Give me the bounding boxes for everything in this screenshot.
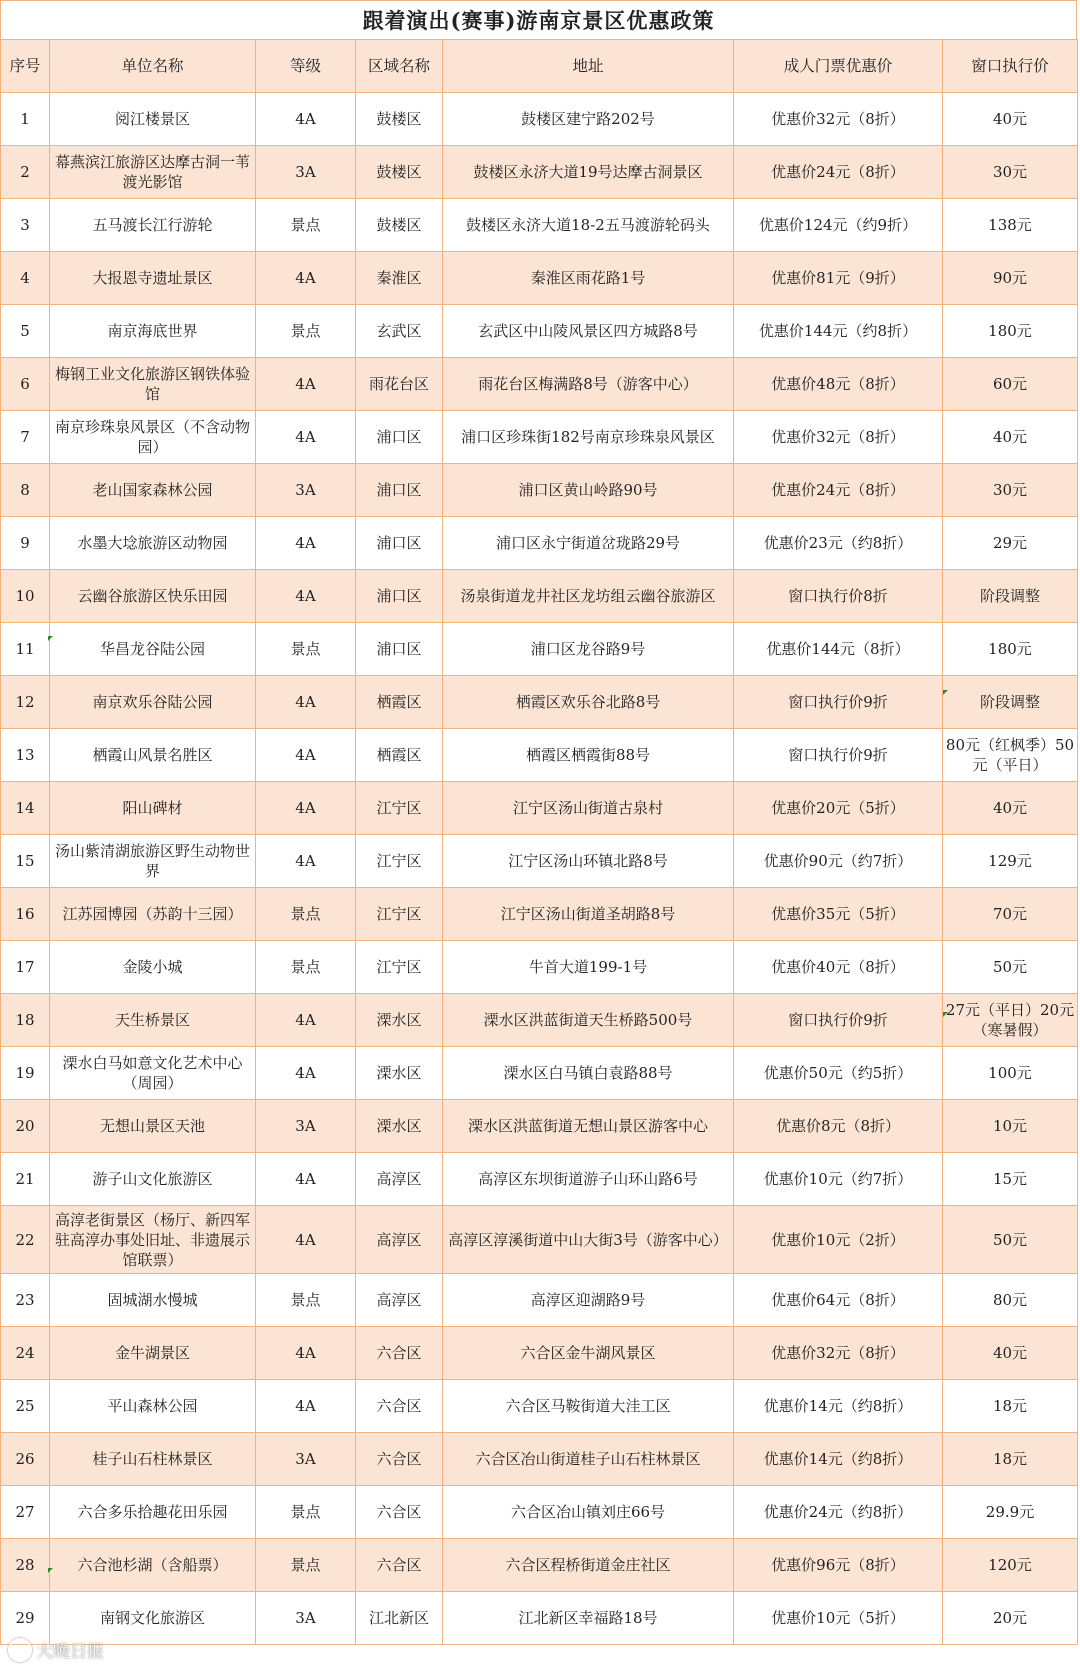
comment-marker — [943, 690, 948, 695]
row-number: 19 — [1, 1047, 50, 1100]
table-row — [1, 623, 1078, 676]
adult-offer-price: 优惠价32元（8折） — [734, 411, 943, 464]
scenic-name: 六合多乐拾趣花田乐园 — [50, 1486, 256, 1539]
table-row — [1, 782, 1078, 835]
scenic-name: 南京海底世界 — [50, 305, 256, 358]
scenic-level: 4A — [256, 411, 356, 464]
window-price: 阶段调整 — [943, 676, 1078, 729]
comment-marker — [943, 1012, 948, 1017]
row-number: 20 — [1, 1100, 50, 1153]
row-number: 3 — [1, 199, 50, 252]
scenic-name: 幕燕滨江旅游区达摩古洞一苇渡光影馆 — [50, 146, 256, 199]
window-price: 40元 — [943, 411, 1078, 464]
scenic-level: 4A — [256, 1327, 356, 1380]
header-district: 区域名称 — [356, 40, 443, 93]
address: 鼓楼区永济大道18-2五马渡游轮码头 — [443, 199, 734, 252]
adult-offer-price: 窗口执行价8折 — [734, 570, 943, 623]
adult-offer-price: 窗口执行价9折 — [734, 676, 943, 729]
district-name: 高淳区 — [356, 1206, 443, 1274]
row-number: 7 — [1, 411, 50, 464]
adult-offer-price: 优惠价64元（8折） — [734, 1274, 943, 1327]
row-number: 6 — [1, 358, 50, 411]
address: 江宁区汤山环镇北路8号 — [443, 835, 734, 888]
table-row — [1, 729, 1078, 782]
address: 浦口区黄山岭路90号 — [443, 464, 734, 517]
scenic-name: 华昌龙谷陆公园 — [50, 623, 256, 676]
watermark — [8, 1637, 104, 1662]
window-price: 120元 — [943, 1539, 1078, 1592]
window-price: 180元 — [943, 305, 1078, 358]
district-name: 鼓楼区 — [356, 199, 443, 252]
table-row — [1, 1539, 1078, 1592]
scenic-name: 汤山紫清湖旅游区野生动物世界 — [50, 835, 256, 888]
window-price: 29元 — [943, 517, 1078, 570]
table-row — [1, 358, 1078, 411]
scenic-level: 4A — [256, 1047, 356, 1100]
table-row — [1, 676, 1078, 729]
table-row — [1, 1274, 1078, 1327]
district-name: 江宁区 — [356, 835, 443, 888]
adult-offer-price: 优惠价23元（约8折） — [734, 517, 943, 570]
row-number: 11 — [1, 623, 50, 676]
district-name: 六合区 — [356, 1539, 443, 1592]
adult-offer-price: 优惠价32元（8折） — [734, 1327, 943, 1380]
address: 六合区冶山镇刘庄66号 — [443, 1486, 734, 1539]
scenic-name: 高淳老街景区（杨厅、新四军驻高淳办事处旧址、非遗展示馆联票） — [50, 1206, 256, 1274]
district-name: 浦口区 — [356, 411, 443, 464]
window-price: 30元 — [943, 146, 1078, 199]
scenic-level: 4A — [256, 358, 356, 411]
row-number: 18 — [1, 994, 50, 1047]
table-row — [1, 835, 1078, 888]
row-number: 16 — [1, 888, 50, 941]
address: 浦口区珍珠街182号南京珍珠泉风景区 — [443, 411, 734, 464]
row-number: 1 — [1, 93, 50, 146]
adult-offer-price: 优惠价14元（约8折） — [734, 1380, 943, 1433]
window-price: 40元 — [943, 782, 1078, 835]
address: 栖霞区欢乐谷北路8号 — [443, 676, 734, 729]
adult-offer-price: 优惠价24元（8折） — [734, 464, 943, 517]
scenic-name: 老山国家森林公园 — [50, 464, 256, 517]
scenic-level: 3A — [256, 1592, 356, 1645]
adult-offer-price: 优惠价144元（约8折） — [734, 305, 943, 358]
district-name: 鼓楼区 — [356, 146, 443, 199]
row-number: 8 — [1, 464, 50, 517]
adult-offer-price: 优惠价90元（约7折） — [734, 835, 943, 888]
adult-offer-price: 优惠价10元（2折） — [734, 1206, 943, 1274]
row-number: 9 — [1, 517, 50, 570]
table-row — [1, 1592, 1078, 1645]
address: 江宁区汤山街道古泉村 — [443, 782, 734, 835]
adult-offer-price: 优惠价32元（8折） — [734, 93, 943, 146]
scenic-name: 大报恩寺遗址景区 — [50, 252, 256, 305]
scenic-level: 4A — [256, 1206, 356, 1274]
row-number: 29 — [1, 1592, 50, 1645]
scenic-name: 栖霞山风景名胜区 — [50, 729, 256, 782]
window-price: 18元 — [943, 1433, 1078, 1486]
scenic-level: 4A — [256, 994, 356, 1047]
table-row — [1, 146, 1078, 199]
row-number: 12 — [1, 676, 50, 729]
adult-offer-price: 优惠价8元（8折） — [734, 1100, 943, 1153]
scenic-name: 阅江楼景区 — [50, 93, 256, 146]
header-row — [1, 40, 1078, 93]
address: 溧水区白马镇白袁路88号 — [443, 1047, 734, 1100]
address: 江北新区幸福路18号 — [443, 1592, 734, 1645]
scenic-level: 景点 — [256, 888, 356, 941]
scenic-name: 无想山景区天池 — [50, 1100, 256, 1153]
adult-offer-price: 优惠价35元（5折） — [734, 888, 943, 941]
adult-offer-price: 优惠价10元（5折） — [734, 1592, 943, 1645]
header-offer: 成人门票优惠价 — [734, 40, 943, 93]
sheet-title: 跟着演出(赛事)游南京景区优惠政策 — [0, 0, 1077, 39]
table-row — [1, 199, 1078, 252]
scenic-level: 景点 — [256, 305, 356, 358]
scenic-name: 水墨大埝旅游区动物园 — [50, 517, 256, 570]
scenic-level: 3A — [256, 1433, 356, 1486]
scenic-name: 六合池杉湖（含船票） — [50, 1539, 256, 1592]
scenic-level: 景点 — [256, 1486, 356, 1539]
table-row — [1, 994, 1078, 1047]
adult-offer-price: 优惠价14元（约8折） — [734, 1433, 943, 1486]
watermark-logo-icon — [8, 1638, 32, 1662]
district-name: 浦口区 — [356, 517, 443, 570]
comment-marker — [48, 1568, 53, 1573]
scenic-name: 金牛湖景区 — [50, 1327, 256, 1380]
row-number: 17 — [1, 941, 50, 994]
address: 玄武区中山陵风景区四方城路8号 — [443, 305, 734, 358]
district-name: 溧水区 — [356, 1047, 443, 1100]
window-price: 10元 — [943, 1100, 1078, 1153]
table-row — [1, 570, 1078, 623]
address: 六合区冶山街道桂子山石柱林景区 — [443, 1433, 734, 1486]
district-name: 浦口区 — [356, 570, 443, 623]
window-price: 50元 — [943, 941, 1078, 994]
adult-offer-price: 窗口执行价9折 — [734, 994, 943, 1047]
row-number: 25 — [1, 1380, 50, 1433]
address: 栖霞区栖霞街88号 — [443, 729, 734, 782]
header-level: 等级 — [256, 40, 356, 93]
scenic-level: 3A — [256, 1100, 356, 1153]
table-row — [1, 464, 1078, 517]
scenic-name: 云幽谷旅游区快乐田园 — [50, 570, 256, 623]
window-price: 60元 — [943, 358, 1078, 411]
window-price: 90元 — [943, 252, 1078, 305]
scenic-level: 4A — [256, 782, 356, 835]
scenic-level: 3A — [256, 464, 356, 517]
window-price: 40元 — [943, 93, 1078, 146]
adult-offer-price: 优惠价40元（8折） — [734, 941, 943, 994]
district-name: 浦口区 — [356, 464, 443, 517]
row-number: 28 — [1, 1539, 50, 1592]
window-price: 30元 — [943, 464, 1078, 517]
table-row — [1, 1380, 1078, 1433]
scenic-name: 南京欢乐谷陆公园 — [50, 676, 256, 729]
district-name: 玄武区 — [356, 305, 443, 358]
scenic-name: 阳山碑材 — [50, 782, 256, 835]
header-name: 单位名称 — [50, 40, 256, 93]
district-name: 鼓楼区 — [356, 93, 443, 146]
window-price: 80元 — [943, 1274, 1078, 1327]
district-name: 栖霞区 — [356, 676, 443, 729]
window-price: 138元 — [943, 199, 1078, 252]
address: 浦口区永宁街道岔珑路29号 — [443, 517, 734, 570]
window-price: 180元 — [943, 623, 1078, 676]
window-price: 20元 — [943, 1592, 1078, 1645]
row-number: 14 — [1, 782, 50, 835]
table-row — [1, 93, 1078, 146]
row-number: 13 — [1, 729, 50, 782]
adult-offer-price: 优惠价81元（9折） — [734, 252, 943, 305]
header-no: 序号 — [1, 40, 50, 93]
table-row — [1, 1486, 1078, 1539]
address: 六合区马鞍街道大洼工区 — [443, 1380, 734, 1433]
scenic-level: 4A — [256, 93, 356, 146]
table-row — [1, 1153, 1078, 1206]
district-name: 江宁区 — [356, 941, 443, 994]
table-row — [1, 1433, 1078, 1486]
scenic-level: 4A — [256, 1380, 356, 1433]
adult-offer-price: 优惠价124元（约9折） — [734, 199, 943, 252]
table-row — [1, 1100, 1078, 1153]
table-row — [1, 941, 1078, 994]
window-price: 70元 — [943, 888, 1078, 941]
window-price: 27元（平日）20元（寒暑假） — [943, 994, 1078, 1047]
scenic-name: 天生桥景区 — [50, 994, 256, 1047]
row-number: 23 — [1, 1274, 50, 1327]
district-name: 秦淮区 — [356, 252, 443, 305]
adult-offer-price: 优惠价50元（约5折） — [734, 1047, 943, 1100]
window-price: 129元 — [943, 835, 1078, 888]
scenic-level: 4A — [256, 676, 356, 729]
scenic-level: 景点 — [256, 941, 356, 994]
scenic-name: 江苏园博园（苏韵十三园） — [50, 888, 256, 941]
address: 高淳区迎湖路9号 — [443, 1274, 734, 1327]
scenic-level: 4A — [256, 252, 356, 305]
district-name: 浦口区 — [356, 623, 443, 676]
scenic-level: 4A — [256, 1153, 356, 1206]
scenic-name: 金陵小城 — [50, 941, 256, 994]
scenic-name: 固城湖水慢城 — [50, 1274, 256, 1327]
window-price: 阶段调整 — [943, 570, 1078, 623]
scenic-level: 4A — [256, 517, 356, 570]
scenic-name: 游子山文化旅游区 — [50, 1153, 256, 1206]
scenic-name: 南京珍珠泉风景区（不含动物园） — [50, 411, 256, 464]
district-name: 六合区 — [356, 1327, 443, 1380]
address: 雨花台区梅满路8号（游客中心） — [443, 358, 734, 411]
table-row — [1, 517, 1078, 570]
district-name: 高淳区 — [356, 1153, 443, 1206]
scenic-name: 南钢文化旅游区 — [50, 1592, 256, 1645]
window-price: 80元（红枫季）50元（平日） — [943, 729, 1078, 782]
scenic-level: 景点 — [256, 199, 356, 252]
address: 秦淮区雨花路1号 — [443, 252, 734, 305]
window-price: 100元 — [943, 1047, 1078, 1100]
row-number: 21 — [1, 1153, 50, 1206]
adult-offer-price: 优惠价48元（8折） — [734, 358, 943, 411]
district-name: 雨花台区 — [356, 358, 443, 411]
scenic-level: 景点 — [256, 1274, 356, 1327]
address: 浦口区龙谷路9号 — [443, 623, 734, 676]
window-price: 50元 — [943, 1206, 1078, 1274]
table-row — [1, 1206, 1078, 1274]
scenic-name: 溧水白马如意文化艺术中心（周园） — [50, 1047, 256, 1100]
row-number: 24 — [1, 1327, 50, 1380]
adult-offer-price: 优惠价20元（5折） — [734, 782, 943, 835]
table-row — [1, 888, 1078, 941]
address: 高淳区东坝街道游子山环山路6号 — [443, 1153, 734, 1206]
row-number: 4 — [1, 252, 50, 305]
row-number: 15 — [1, 835, 50, 888]
district-name: 六合区 — [356, 1380, 443, 1433]
scenic-name: 五马渡长江行游轮 — [50, 199, 256, 252]
discount-table — [0, 39, 1078, 1645]
row-number: 22 — [1, 1206, 50, 1274]
district-name: 江宁区 — [356, 782, 443, 835]
address: 汤泉街道龙井社区龙坊组云幽谷旅游区 — [443, 570, 734, 623]
row-number: 5 — [1, 305, 50, 358]
adult-offer-price: 优惠价144元（8折） — [734, 623, 943, 676]
row-number: 2 — [1, 146, 50, 199]
window-price: 40元 — [943, 1327, 1078, 1380]
scenic-level: 景点 — [256, 623, 356, 676]
scenic-level: 4A — [256, 835, 356, 888]
address: 鼓楼区永济大道19号达摩古洞景区 — [443, 146, 734, 199]
scenic-name: 桂子山石柱林景区 — [50, 1433, 256, 1486]
district-name: 江北新区 — [356, 1592, 443, 1645]
adult-offer-price: 窗口执行价9折 — [734, 729, 943, 782]
table-row — [1, 1327, 1078, 1380]
district-name: 溧水区 — [356, 1100, 443, 1153]
adult-offer-price: 优惠价96元（8折） — [734, 1539, 943, 1592]
window-price: 18元 — [943, 1380, 1078, 1433]
scenic-level: 景点 — [256, 1539, 356, 1592]
comment-marker — [48, 636, 53, 641]
table-body — [1, 93, 1078, 1645]
table-row — [1, 305, 1078, 358]
row-number: 10 — [1, 570, 50, 623]
row-number: 26 — [1, 1433, 50, 1486]
table-row — [1, 252, 1078, 305]
address: 溧水区洪蓝街道无想山景区游客中心 — [443, 1100, 734, 1153]
table-row — [1, 1047, 1078, 1100]
address: 江宁区汤山街道圣胡路8号 — [443, 888, 734, 941]
adult-offer-price: 优惠价10元（约7折） — [734, 1153, 943, 1206]
address: 牛首大道199-1号 — [443, 941, 734, 994]
district-name: 高淳区 — [356, 1274, 443, 1327]
scenic-level: 4A — [256, 729, 356, 782]
scenic-level: 4A — [256, 570, 356, 623]
adult-offer-price: 优惠价24元（约8折） — [734, 1486, 943, 1539]
header-address: 地址 — [443, 40, 734, 93]
district-name: 栖霞区 — [356, 729, 443, 782]
district-name: 江宁区 — [356, 888, 443, 941]
scenic-level: 3A — [256, 146, 356, 199]
address: 高淳区淳溪街道中山大街3号（游客中心） — [443, 1206, 734, 1274]
address: 六合区程桥街道金庄社区 — [443, 1539, 734, 1592]
district-name: 六合区 — [356, 1433, 443, 1486]
row-number: 27 — [1, 1486, 50, 1539]
address: 鼓楼区建宁路202号 — [443, 93, 734, 146]
table-row — [1, 411, 1078, 464]
header-window: 窗口执行价 — [943, 40, 1078, 93]
district-name: 溧水区 — [356, 994, 443, 1047]
adult-offer-price: 优惠价24元（8折） — [734, 146, 943, 199]
window-price: 15元 — [943, 1153, 1078, 1206]
scenic-name: 梅钢工业文化旅游区钢铁体验馆 — [50, 358, 256, 411]
district-name: 六合区 — [356, 1486, 443, 1539]
watermark-text: 大晚日报 — [36, 1642, 104, 1662]
address: 六合区金牛湖风景区 — [443, 1327, 734, 1380]
window-price: 29.9元 — [943, 1486, 1078, 1539]
address: 溧水区洪蓝街道天生桥路500号 — [443, 994, 734, 1047]
scenic-name: 平山森林公园 — [50, 1380, 256, 1433]
